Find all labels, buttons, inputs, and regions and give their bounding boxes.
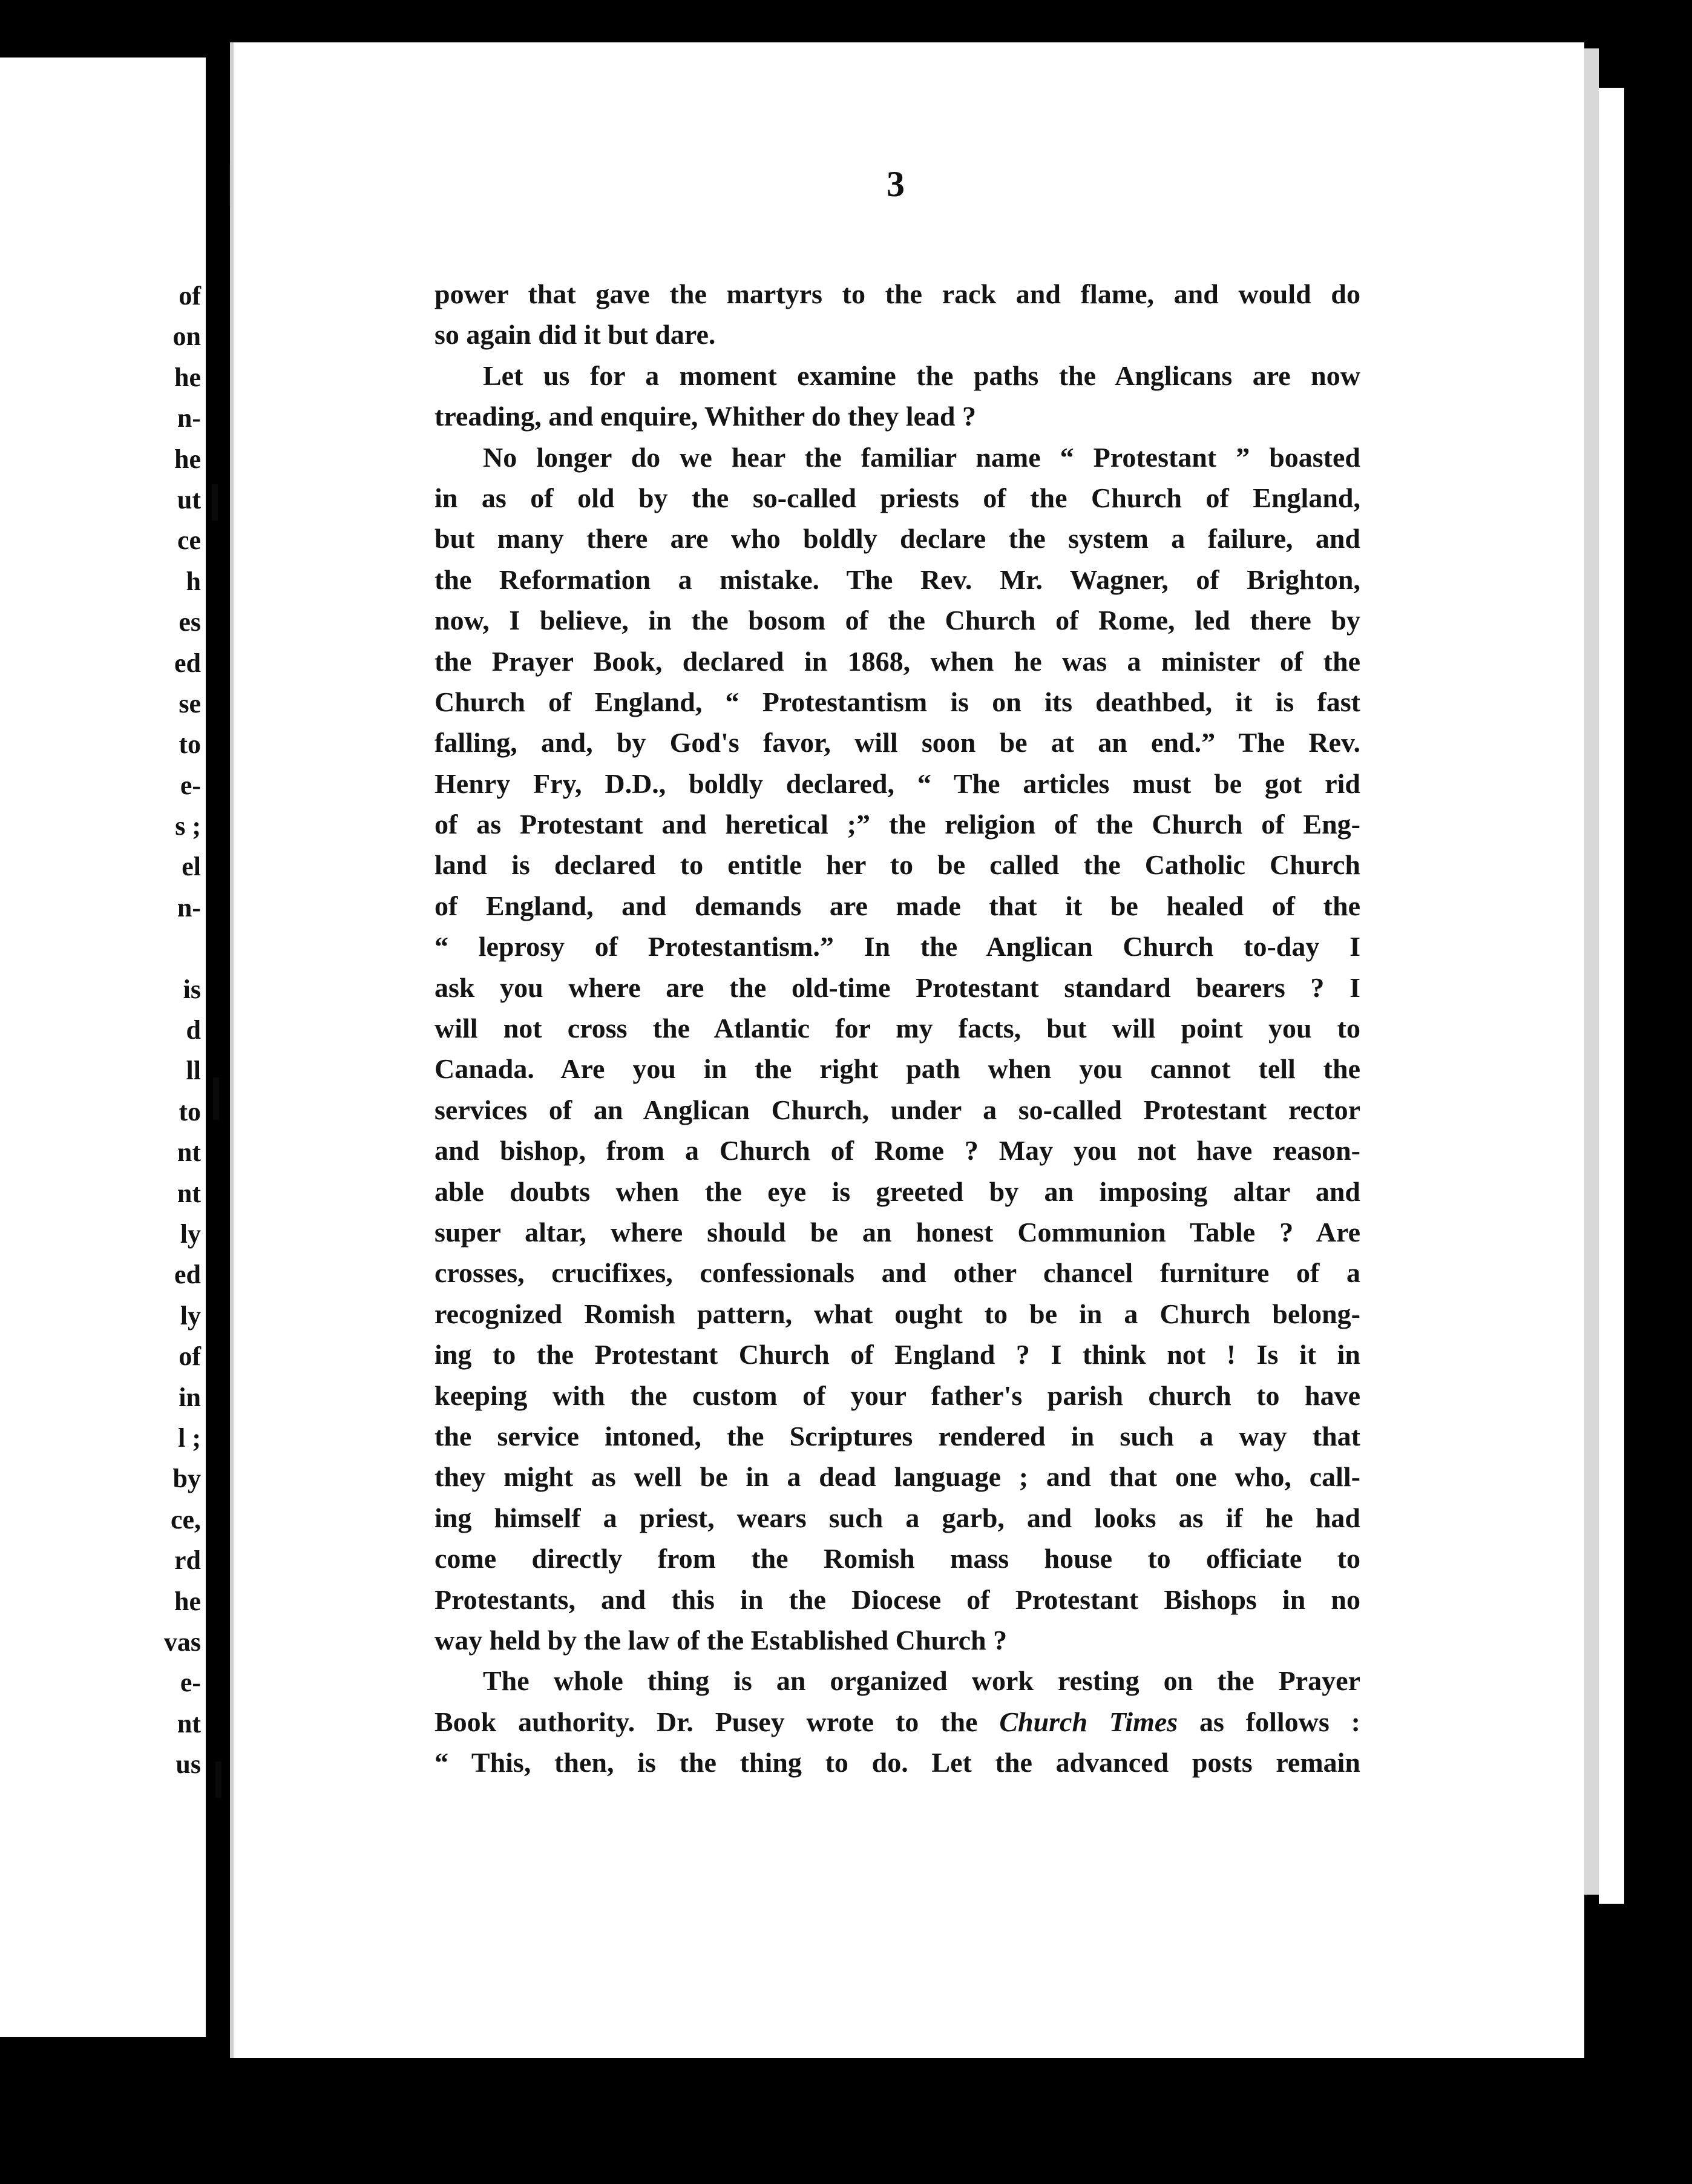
previous-page-fragment: ce, [170,1504,201,1534]
text-line: come directly from the Romish mass house to officiate to [434,1543,1360,1574]
previous-page-fragment: to [179,729,201,760]
previous-page-fragment: ce [177,525,201,556]
previous-page-fragment: he [174,1586,201,1616]
page-stack-edge [1599,88,1624,1904]
previous-page-fragment: nt [177,1137,201,1168]
text-line: ing to the Protestant Church of England ? I think not ! Is it in [434,1339,1360,1370]
text-line: Canada. Are you in the right path when you cannot tell the [434,1053,1360,1085]
text-line: now, I believe, in the bosom of the Church of Rome, led there by [434,605,1360,636]
previous-page-fragment: nt [177,1178,201,1208]
previous-page-fragment: rd [174,1545,201,1576]
text-line: keeping with the custom of your father's parish church to have [434,1380,1360,1411]
previous-page-fragment: nt [177,1708,201,1738]
previous-page-fragment: ut [177,484,201,515]
text-line: land is declared to entitle her to be called the Catholic Church [434,849,1360,881]
binding-stitch [213,1077,219,1120]
text-line: “ leprosy of Protestantism.” In the Anglican Church to-day I [434,931,1360,962]
previous-page-fragment: es [179,607,201,637]
text-line: Henry Fry, D.D., boldly declared, “ The articles must be got rid [434,768,1360,799]
previous-page-fragment: he [174,362,201,392]
text-line: Church of England, “ Protestantism is on its deathbed, it is fast [434,686,1360,717]
previous-page-fragment: of [179,1341,201,1372]
previous-page-fragment: ed [174,1260,201,1290]
previous-page-fragment: s ; [175,811,201,841]
previous-page-fragment: e- [180,770,201,800]
text-line: in as of old by the so-called priests of the Church of England, [434,482,1360,513]
text-line: able doubts when the eye is greeted by an imposing altar and [434,1176,1360,1207]
text-line: ask you where are the old-time Protestant standard bearers ? I [434,972,1360,1003]
binding-stitch [215,1761,221,1798]
text-line: crosses, crucifixes, confessionals and other chancel furniture of a [434,1257,1360,1289]
previous-page-edge [0,58,206,2037]
previous-page-fragment: is [183,974,201,1004]
text-line: No longer do we hear the familiar name “ Protestant ” boasted [483,441,1360,473]
text-line: but many there are who boldly declare the system a failure, and [434,523,1360,554]
text-line: of as Protestant and heretical ;” the religion of the Church of Eng- [434,809,1360,840]
italic-title: Church Times [999,1706,1178,1737]
text-line: Book authority. Dr. Pusey wrote to the Church Times as follows : [434,1706,1360,1737]
previous-page-fragment: of [179,281,201,311]
text-line: “ This, then, is the thing to do. Let the advanced posts remain [434,1747,1360,1778]
previous-page-fragment: to [179,1096,201,1127]
text-line: ing himself a priest, wears such a garb, and looks as if he had [434,1502,1360,1533]
previous-page-fragment: vas [163,1626,201,1657]
previous-page-fragment: h [186,566,201,596]
text-line: Protestants, and this in the Diocese of Protestant Bishops in no [434,1584,1360,1615]
previous-page-fragment: on [172,321,201,352]
body-text [434,274,1360,1783]
text-line: so again did it but dare. [434,319,716,350]
text-line: they might as well be in a dead language ; and that one who, call- [434,1461,1360,1493]
previous-page-fragment: in [179,1382,201,1412]
previous-page-fragment: n- [177,403,201,433]
text-line: Let us for a moment examine the paths the Anglicans are now [483,360,1360,391]
text-line: services of an Anglican Church, under a so-called Protestant rector [434,1094,1360,1125]
previous-page-fragment: se [179,688,201,719]
text-line: and bishop, from a Church of Rome ? May you not have reason- [434,1135,1360,1166]
text-line: recognized Romish pattern, what ought to be in a Church belong- [434,1298,1360,1329]
text-line: will not cross the Atlantic for my facts, but will point you to [434,1013,1360,1044]
previous-page-fragment: he [174,444,201,474]
previous-page-fragment: ll [186,1056,201,1086]
text-line: super altar, where should be an honest Communion Table ? Are [434,1216,1360,1248]
text-line: the Reformation a mistake. The Rev. Mr. Wagner, of Brighton, [434,564,1360,595]
text-line: the service intoned, the Scriptures rendered in such a way that [434,1420,1360,1452]
previous-page-fragment: d [186,1015,201,1045]
binding-stitch [212,484,218,521]
text-line: The whole thing is an organized work resting on the Prayer [483,1665,1360,1697]
previous-page-fragment: ly [180,1300,201,1330]
text-line: of England, and demands are made that it be healed of the [434,890,1360,921]
text-line: falling, and, by God's favor, will soon be at an end.” The Rev. [434,727,1360,758]
previous-page-fragment: n- [177,892,201,923]
previous-page-fragment: ly [180,1219,201,1249]
page-number: 3 [887,164,905,204]
text-line: the Prayer Book, declared in 1868, when he was a minister of the [434,645,1360,677]
previous-page-line-endings [0,275,206,1784]
previous-page-fragment: l ; [178,1423,201,1453]
text-line: power that gave the martyrs to the rack and flame, and would do [434,278,1360,309]
previous-page-fragment: e- [180,1668,201,1698]
previous-page-fragment [0,928,206,969]
text-line: way held by the law of the Established Church ? [434,1624,1008,1656]
previous-page-fragment: ed [174,648,201,678]
previous-page-fragment: el [182,852,201,882]
previous-page-fragment: by [172,1464,201,1494]
previous-page-fragment: us [175,1749,201,1780]
text-line: treading, and enquire, Whither do they lead ? [434,401,977,432]
